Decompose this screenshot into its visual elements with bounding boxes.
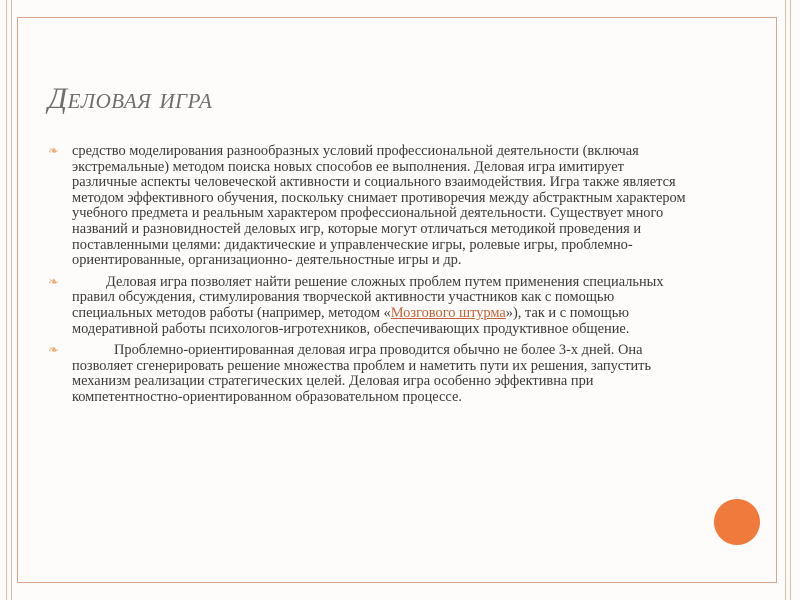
leaf-bullet-icon: ❧ [48, 274, 59, 290]
leaf-bullet-icon: ❧ [48, 343, 59, 359]
bullet-item-2 [48, 275, 688, 337]
slide-content [48, 144, 688, 412]
accent-circle [714, 499, 760, 545]
bullet-text-1: средство моделирования разнообразных условий профессиональной деятельности (включая экстремальные) методом поиска новых способов ее выполнения. Деловая игра имитирует различные аспекты человеческой активности и социального взаимодействия. Игра также является методом эффективного обучения, поскольку снимает противоречия между абстрактным характером учебного предмета и реальным характером профессиональной деятельности. Существует много названий и разновидностей деловых игр, которые могут отличаться методикой проведения и поставленными целями: дидактические и управленческие игры, ролевые игры, проблемно-ориентированные, организационно- деятельностные игры и др. [72, 143, 686, 269]
slide-title: Деловая игра [48, 82, 213, 115]
bullet-text-2b: »), так и с помощью модеративной работы психологов-игротехников, обеспечивающих продуктивное общение. [72, 304, 630, 337]
bullet-text-2a: Деловая игра позволяет найти решение сложных проблем путем применения специальных правил обсуждения, стимулирования творческой активности участников как с помощью специальных методов работы (например, методом « [72, 273, 664, 321]
leaf-bullet-icon: ❧ [48, 144, 59, 159]
bullet-item-3 [48, 343, 688, 405]
brainstorm-link[interactable]: Мозгового штурма [390, 304, 506, 321]
bullet-text-3: Проблемно-ориентированная деловая игра проводится обычно не более 3-х дней. Она позволяет сгенерировать решение множества проблем и наметить пути их решения, запустить механизм реализации стратегических целей. Деловая игра особенно эффективна при компетентностно-ориентированном образовательном процессе. [72, 342, 652, 405]
side-line-right-inner [790, 0, 791, 600]
bullet-item-1 [48, 144, 688, 269]
side-line-right [785, 0, 786, 600]
side-line-left-inner [11, 0, 12, 600]
side-line-left [6, 0, 7, 600]
